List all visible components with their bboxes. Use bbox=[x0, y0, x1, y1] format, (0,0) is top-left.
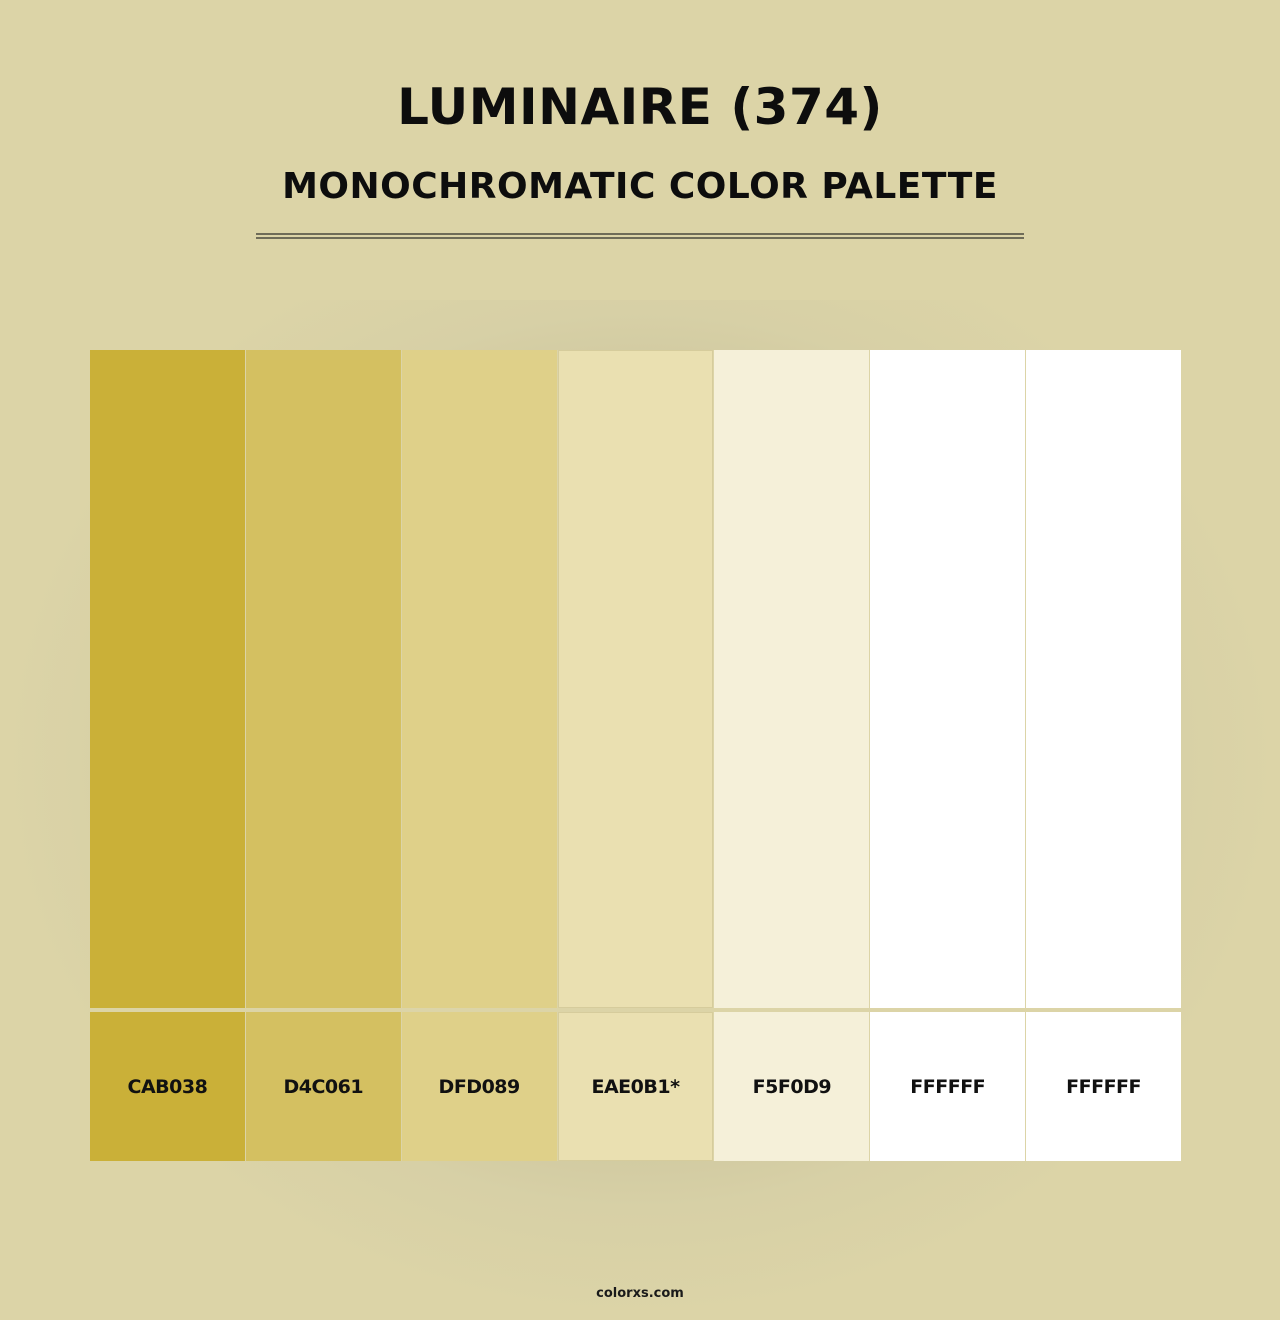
color-label-cell-7 bbox=[1026, 1012, 1181, 1161]
color-column-3[interactable] bbox=[402, 350, 557, 1161]
color-palette bbox=[90, 350, 1181, 1161]
page-title: LUMINAIRE (374) bbox=[397, 78, 883, 136]
hex-code-label: D4C061 bbox=[283, 1075, 364, 1098]
color-label-cell-4 bbox=[558, 1012, 714, 1161]
color-swatch-6[interactable] bbox=[870, 350, 1025, 1008]
color-label-cell-3 bbox=[402, 1012, 557, 1161]
hex-code-label: CAB038 bbox=[127, 1075, 208, 1098]
color-swatch-4[interactable] bbox=[558, 350, 714, 1008]
color-swatch-5[interactable] bbox=[714, 350, 869, 1008]
title-divider bbox=[256, 233, 1024, 235]
color-column-4[interactable] bbox=[558, 350, 714, 1161]
color-label-cell-2 bbox=[246, 1012, 401, 1161]
hex-code-label: DFD089 bbox=[438, 1075, 520, 1098]
page-subtitle: MONOCHROMATIC COLOR PALETTE bbox=[282, 166, 998, 207]
color-label-cell-6 bbox=[870, 1012, 1025, 1161]
page-background bbox=[0, 0, 1280, 300]
title-divider-secondary bbox=[256, 237, 1024, 239]
color-swatch-2[interactable] bbox=[246, 350, 401, 1008]
color-column-7[interactable] bbox=[1026, 350, 1181, 1161]
color-swatch-3[interactable] bbox=[402, 350, 557, 1008]
color-column-2[interactable] bbox=[246, 350, 401, 1161]
site-footer-link[interactable]: colorxs.com bbox=[596, 1286, 684, 1301]
color-label-cell-5 bbox=[714, 1012, 869, 1161]
color-label-cell-1 bbox=[90, 1012, 245, 1161]
hex-code-label: F5F0D9 bbox=[752, 1075, 832, 1098]
color-column-6[interactable] bbox=[870, 350, 1025, 1161]
color-column-5[interactable] bbox=[714, 350, 869, 1161]
color-swatch-1[interactable] bbox=[90, 350, 245, 1008]
hex-code-label: FFFFFF bbox=[910, 1075, 986, 1098]
hex-code-label: FFFFFF bbox=[1066, 1075, 1142, 1098]
color-column-1[interactable] bbox=[90, 350, 245, 1161]
hex-code-label: EAE0B1* bbox=[591, 1075, 680, 1098]
color-swatch-7[interactable] bbox=[1026, 350, 1181, 1008]
